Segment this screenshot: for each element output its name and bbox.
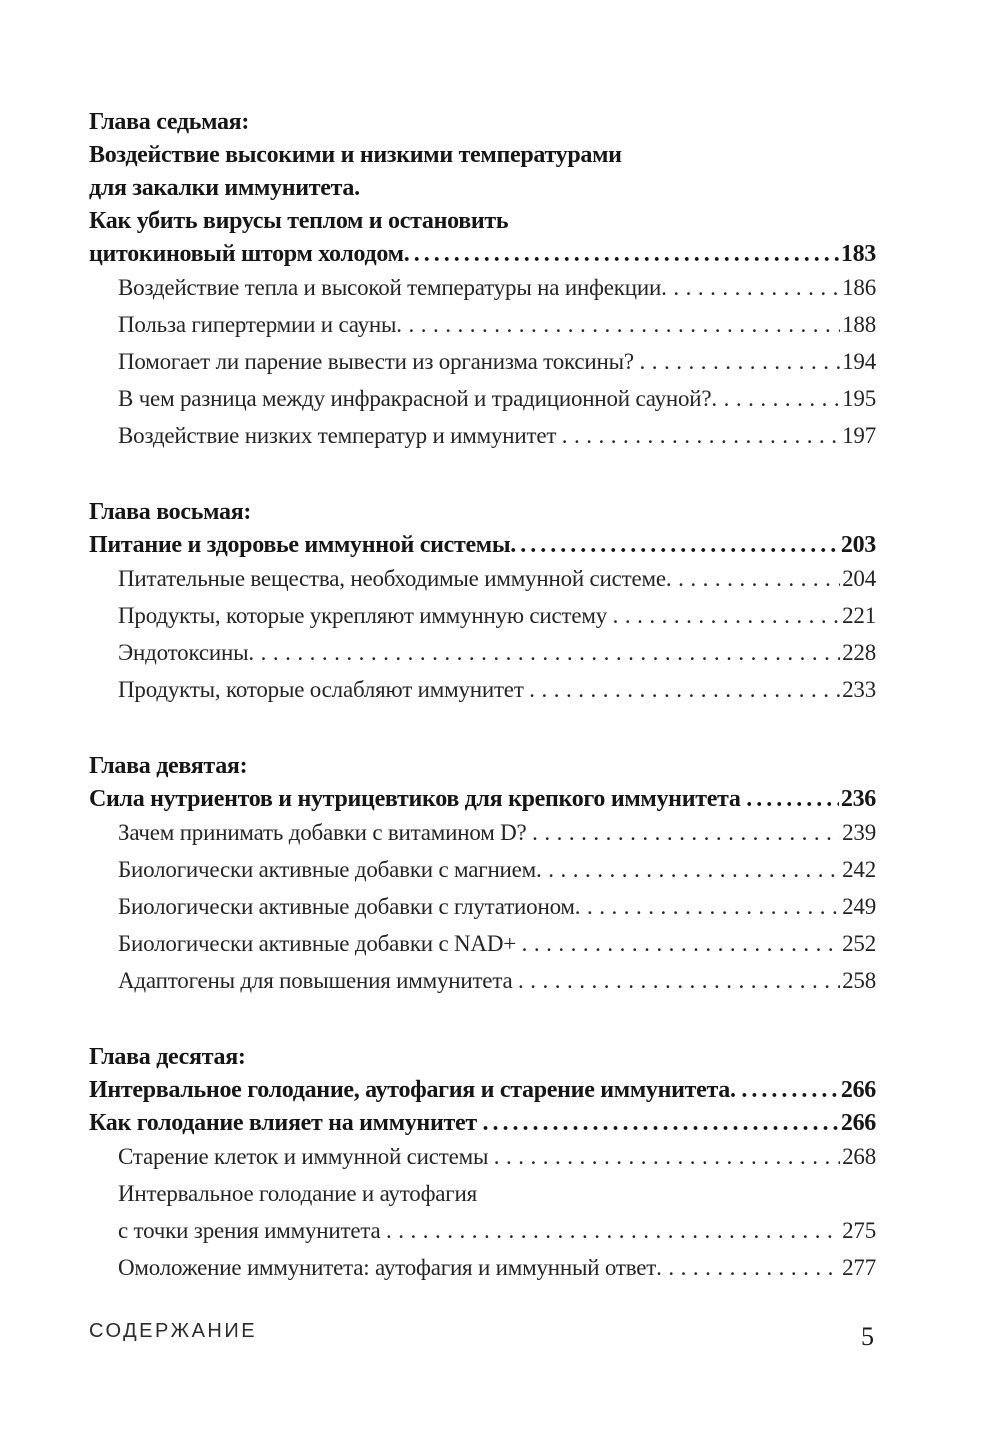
entry-text: В чем разница между инфракрасной и традиционной сауной? [118,386,712,411]
entry-text: Питательные вещества, необходимые иммунной системе [118,566,666,591]
page-ref: 188 [842,312,876,337]
chapter-heading-line [89,1107,876,1140]
page-ref: 258 [842,968,876,993]
toc-entry [89,925,876,962]
dot-leader [536,851,840,888]
toc-entry [89,1138,876,1175]
dot-leader [746,783,839,816]
dot-leader [529,671,840,708]
chapter-entries [89,814,876,999]
entry-text: с точки зрения иммунитета [118,1218,387,1243]
toc-content [89,106,876,1286]
page-ref: 195 [842,386,876,411]
entry-text: Продукты, которые укрепляют иммунную систему [118,603,613,628]
entry-text: Биологически активные добавки с глутатионом [118,894,575,919]
entry-text: Воздействие низких температур и иммунитет [118,423,562,448]
dot-leader [613,597,841,634]
dot-leader [522,925,841,962]
toc-entry-continued-first-line: Интервальное голодание и аутофагия [118,1181,477,1206]
chapter-seven-block [89,106,876,454]
heading-text: Как голодание влияет на иммунитет [89,1110,483,1136]
page-ref: 252 [842,931,876,956]
dot-leader [575,888,840,925]
toc-entry [89,888,876,925]
entry-text: Зачем принимать добавки с витамином D? [118,820,533,845]
chapter-heading-line: Глава седьмая: [89,109,250,135]
chapter-entries [89,269,876,454]
page-ref: 197 [842,423,876,448]
page-ref: 249 [842,894,876,919]
footer-section-label: СОДЕРЖАНИЕ [89,1320,258,1342]
toc-entry [89,306,876,343]
toc-entry [89,962,876,999]
page-ref: 242 [842,857,876,882]
page-ref: 221 [842,603,876,628]
dot-leader [639,343,840,380]
chapter-heading-line [89,529,876,562]
page-ref: 236 [840,786,876,812]
heading-text: цитокиновый шторм холодом [89,241,404,267]
page-ref: 186 [842,275,876,300]
dot-leader [532,814,840,851]
entry-text: Польза гипертермии и сауны [118,312,397,337]
page-ref: 239 [842,820,876,845]
chapter-heading-line: Глава девятая: [89,753,248,779]
toc-entry [89,634,876,671]
toc-entry [89,671,876,708]
dot-leader [711,380,840,417]
dot-leader [396,306,840,343]
chapter-entries [89,560,876,708]
toc-entry [89,380,876,417]
dot-leader [666,560,840,597]
toc-entry [89,560,876,597]
page-ref: 204 [842,566,876,591]
dot-leader [494,1138,840,1175]
chapter-heading-line: для закалки иммунитета. [89,175,360,201]
heading-text: Питание и здоровье иммунной системы [89,532,511,558]
page-ref: 203 [840,532,876,558]
chapter-nine-block [89,750,876,999]
chapter-ten-block [89,1041,876,1286]
heading-text: Интервальное голодание, аутофагия и старение иммунитета. [89,1077,742,1103]
toc-entry [89,814,876,851]
page-ref: 183 [840,241,876,267]
dot-leader [483,1107,839,1140]
entry-text: Воздействие тепла и высокой температуры на инфекции [118,275,662,300]
dot-leader [510,529,839,562]
entry-text: Биологически активные добавки с магнием [118,857,537,882]
entry-text: Омоложение иммунитета: аутофагия и иммунный ответ [118,1255,657,1280]
entry-text: Адаптогены для повышения иммунитета [118,968,519,993]
entry-text: Эндотоксины [118,640,249,665]
page-ref: 228 [842,640,876,665]
chapter-heading-line: Глава восьмая: [89,499,252,525]
chapter-eight-block [89,496,876,708]
dot-leader [562,417,840,454]
page-number: 5 [861,1322,874,1351]
page-ref: 266 [840,1110,876,1136]
toc-entry [89,269,876,306]
toc-entry [89,1212,876,1249]
dot-leader [404,238,839,271]
heading-text: Сила нутриентов и нутрицевтиков для крепкого иммунитета [89,786,747,812]
dot-leader [656,1249,840,1286]
page-ref: 266 [840,1077,876,1103]
dot-leader [741,1074,839,1107]
toc-entry [89,597,876,634]
chapter-heading-line [89,238,876,271]
dot-leader [518,962,840,999]
entry-text: Продукты, которые ослабляют иммунитет [118,677,530,702]
page-ref: 268 [842,1144,876,1169]
entry-text: Старение клеток и иммунной системы [118,1144,494,1169]
entry-text: Помогает ли парение вывести из организма токсины? [118,349,640,374]
toc-entry [89,417,876,454]
page-ref: 277 [842,1255,876,1280]
chapter-heading-line: Как убить вирусы теплом и остановить [89,208,509,234]
chapter-heading-line [89,1074,876,1107]
dot-leader [386,1212,840,1249]
chapter-heading-line: Воздействие высокими и низкими температурами [89,142,622,168]
chapter-heading-line [89,783,876,816]
entry-text: Биологически активные добавки с NAD+ [118,931,522,956]
chapter-entries [89,1138,876,1286]
page-ref: 275 [842,1218,876,1243]
dot-leader [661,269,840,306]
page-ref: 233 [842,677,876,702]
dot-leader [248,634,840,671]
chapter-heading-line: Глава десятая: [89,1044,246,1070]
toc-entry [89,851,876,888]
page-ref: 194 [842,349,876,374]
page-footer [89,1314,874,1351]
toc-entry [89,343,876,380]
toc-entry [89,1249,876,1286]
